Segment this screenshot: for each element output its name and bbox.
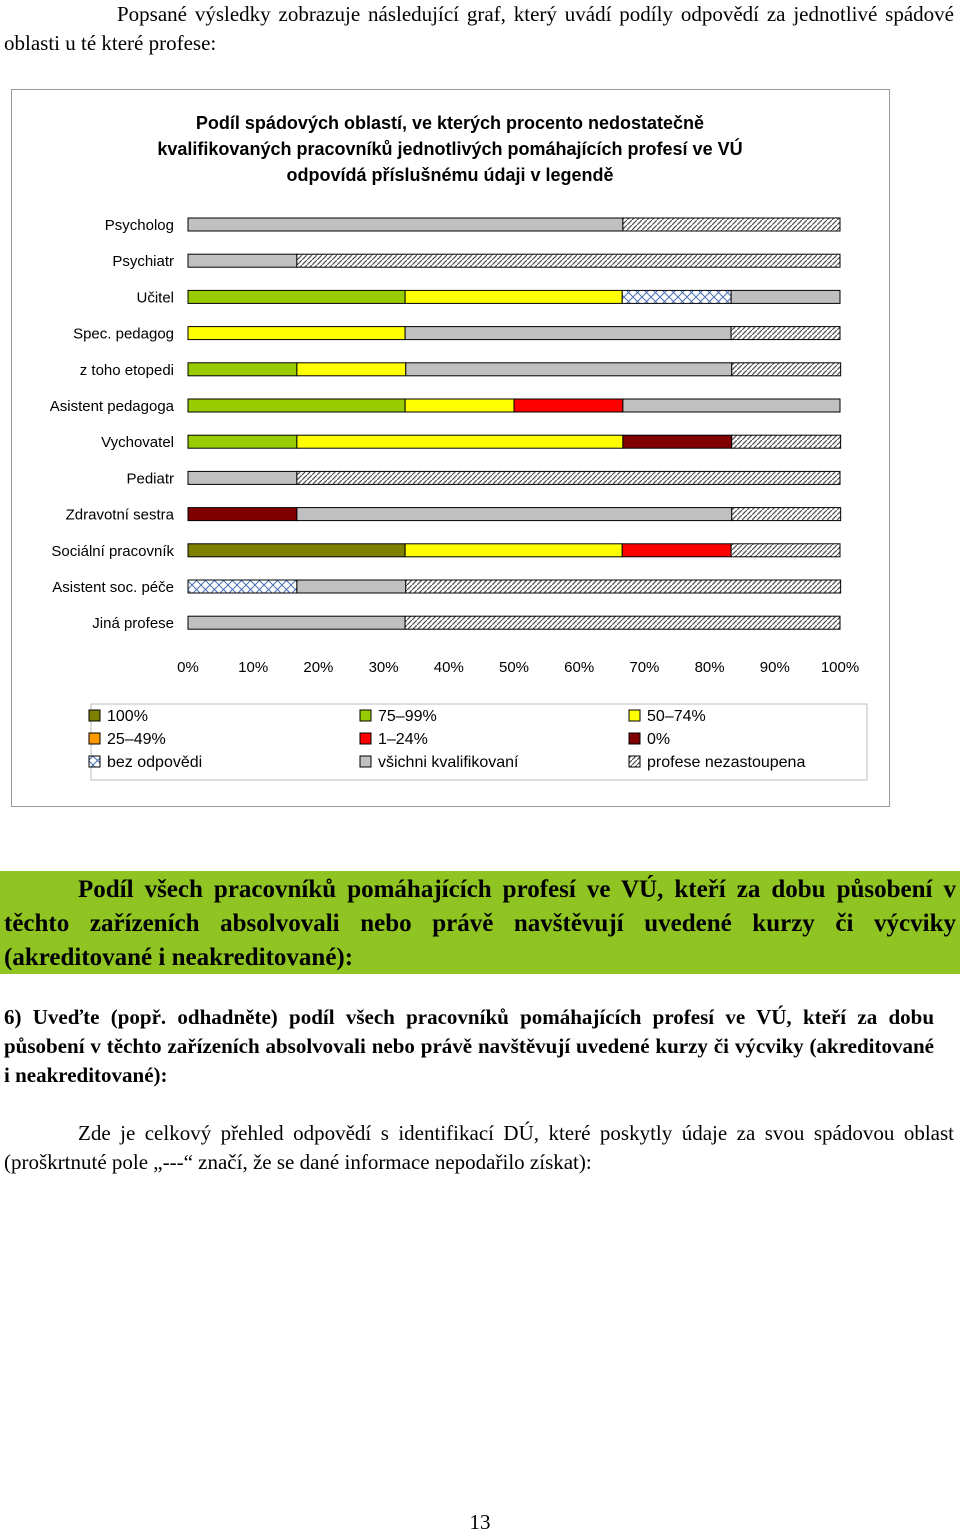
x-tick-label: 100% xyxy=(820,659,860,676)
bar-segment xyxy=(732,435,841,448)
bar-segment xyxy=(188,471,297,484)
legend-label: 50–74% xyxy=(647,708,706,725)
bar-segment xyxy=(405,616,840,629)
legend-label: profese nezastoupena xyxy=(647,754,806,771)
bar-segment xyxy=(188,544,405,557)
x-tick-label: 80% xyxy=(694,659,725,676)
category-label: Vychovatel xyxy=(101,434,174,452)
category-label: Jiná profese xyxy=(92,615,174,633)
bar-segment xyxy=(188,327,405,340)
bar-segment xyxy=(406,363,732,376)
legend-label: všichni kvalifikovaní xyxy=(378,754,519,771)
legend-swatch xyxy=(629,733,640,744)
x-tick-label: 30% xyxy=(368,659,399,676)
bar-segment xyxy=(623,218,840,231)
legend-swatch xyxy=(89,733,100,744)
section-heading: Podíl všech pracovníků pomáhajících profesí ve VÚ, kteří za dobu působení v těchto zařízeních absolvovali nebo právě navštěvují uvedené kurzy či výcviky (akreditované i neakreditované): xyxy=(4,876,956,971)
legend-label: 75–99% xyxy=(378,708,437,725)
category-label: z toho etopedi xyxy=(79,361,174,379)
bar-segment xyxy=(188,616,405,629)
bar-segment xyxy=(405,544,622,557)
legend-label: 25–49% xyxy=(107,731,166,748)
bar-segment xyxy=(188,254,297,267)
category-label: Zdravotní sestra xyxy=(65,506,174,524)
bar-segment xyxy=(297,471,840,484)
x-tick-label: 90% xyxy=(759,659,790,676)
chart-title-line: kvalifikovaných pracovníků jednotlivých pomáhajících profesí ve VÚ xyxy=(157,139,743,159)
bar-segment xyxy=(188,290,405,303)
x-tick-label: 70% xyxy=(629,659,660,676)
legend-swatch xyxy=(629,710,640,721)
legend-swatch xyxy=(360,710,371,721)
bar-segment xyxy=(188,363,297,376)
bar-segment xyxy=(188,399,405,412)
x-tick-label: 10% xyxy=(238,659,269,676)
bar-segment xyxy=(297,508,732,521)
bar-segment xyxy=(188,580,297,593)
question-6: 6) Uveďte (popř. odhadněte) podíl všech pracovníků pomáhajících profesí ve VÚ, kteří za dobu působení v těchto zařízeních absolvovali nebo právě navštěvují uvedené kurzy či výcviky (akreditované i neakreditované): xyxy=(4,1005,934,1087)
chart-frame xyxy=(11,89,890,807)
bar-segment xyxy=(188,435,297,448)
chart-title-line: Podíl spádových oblastí, ve kterých procento nedostatečně xyxy=(195,113,705,133)
page-number: 13 xyxy=(469,1510,491,1534)
category-label: Psycholog xyxy=(104,217,174,234)
bar-segment xyxy=(297,580,406,593)
category-label: Psychiatr xyxy=(112,253,174,271)
bar-segment xyxy=(188,508,297,521)
legend-label: 1–24% xyxy=(378,731,428,748)
x-tick-label: 40% xyxy=(433,659,464,676)
bar-segment xyxy=(405,327,731,340)
bar-segment xyxy=(731,327,840,340)
bar-segment xyxy=(623,435,732,448)
x-tick-label: 50% xyxy=(498,659,530,676)
bar-segment xyxy=(623,399,840,412)
legend-label: bez odpovědi xyxy=(107,754,203,771)
legend-swatch xyxy=(360,756,371,767)
category-label: Asistent pedagoga xyxy=(49,398,174,415)
x-tick-label: 20% xyxy=(303,659,334,676)
bar-segment xyxy=(297,435,623,448)
bar-segment xyxy=(297,254,840,267)
bar-segment xyxy=(731,290,840,303)
bar-segment xyxy=(732,508,841,521)
legend-label: 0% xyxy=(647,731,671,748)
bar-segment xyxy=(297,363,406,376)
legend-swatch xyxy=(89,756,100,767)
category-label: Učitel xyxy=(136,289,174,307)
bar-segment xyxy=(731,544,840,557)
bar-segment xyxy=(732,363,841,376)
category-label: Pediatr xyxy=(126,470,174,488)
bar-segment xyxy=(405,399,514,412)
overview-paragraph: Zde je celkový přehled odpovědí s identifikací DÚ, které poskytly údaje za svou spádovou oblast (proškrtnuté pole „---“ značí, že se dané informace nepodařilo získat): xyxy=(4,1121,954,1174)
bar-segment xyxy=(622,544,731,557)
bar-segment xyxy=(622,290,731,303)
bar-segment xyxy=(188,218,623,231)
bar-segment xyxy=(406,580,841,593)
category-label: Spec. pedagog xyxy=(73,325,174,343)
intro-paragraph: Popsané výsledky zobrazuje následující graf, který uvádí podíly odpovědí za jednotlivé spádové oblasti u té které profese: xyxy=(4,2,954,55)
bar-segment xyxy=(405,290,622,303)
category-label: Sociální pracovník xyxy=(51,542,174,560)
legend-swatch xyxy=(360,733,371,744)
chart-title-line: odpovídá příslušnému údaji v legendě xyxy=(286,165,614,185)
stacked-bar-chart xyxy=(12,90,889,806)
bar-segment xyxy=(514,399,623,412)
legend-swatch xyxy=(629,756,640,767)
legend-label: 100% xyxy=(107,708,148,725)
x-tick-label: 0% xyxy=(177,659,199,676)
legend-swatch xyxy=(89,710,100,721)
category-label: Asistent soc. péče xyxy=(52,579,174,596)
x-tick-label: 60% xyxy=(564,659,595,676)
